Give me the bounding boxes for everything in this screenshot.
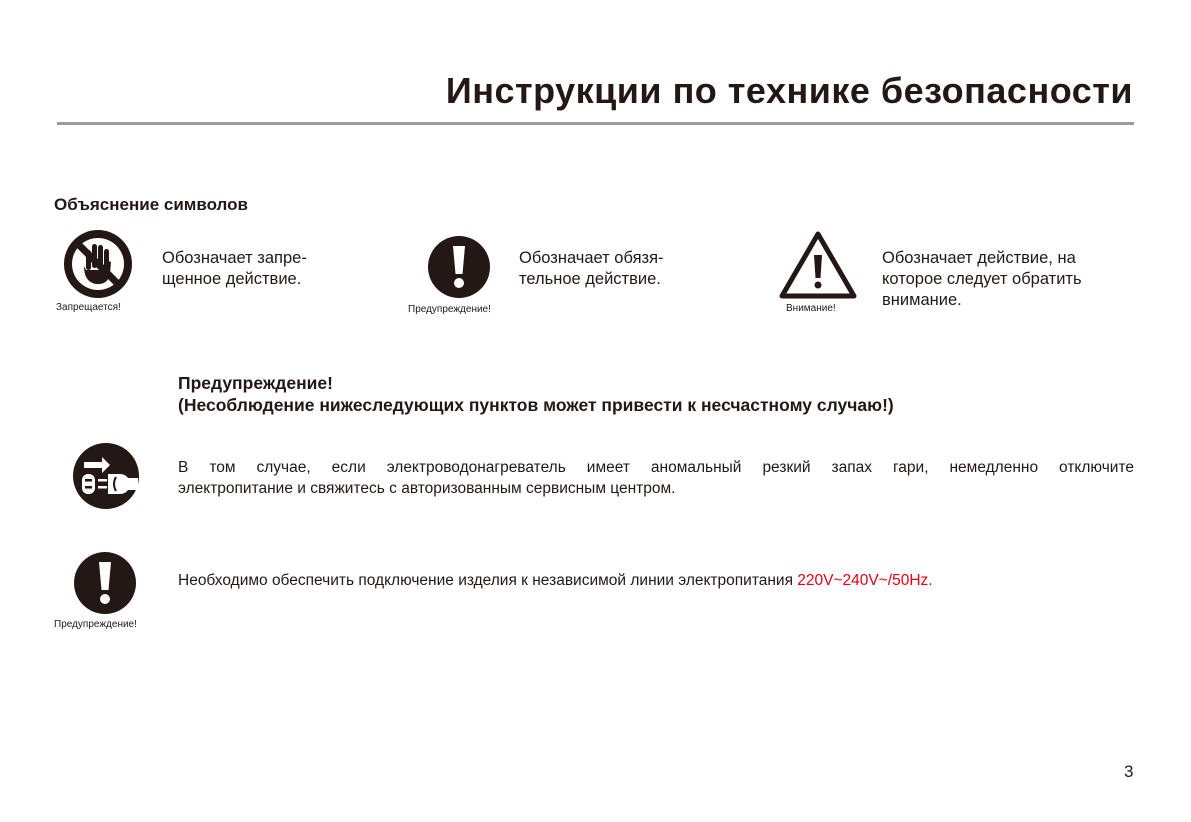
warning-title-line: Предупреждение! — [178, 373, 333, 393]
instruction-text: Необходимо обеспечить подключение изделия к независимой линии электропитания — [178, 572, 798, 589]
title-divider — [57, 122, 1134, 125]
instruction-caption-warning: Предупреждение! — [54, 619, 137, 630]
instruction-power-text — [178, 570, 933, 591]
exclamation-circle-icon — [428, 236, 490, 298]
warning-title-line: (Несоблюдение нижеследующих пунктов может привести к несчастному случаю!) — [178, 395, 894, 415]
symbol-description-prohibited — [162, 248, 307, 290]
exclamation-circle-icon — [74, 552, 136, 614]
symbol-description-line: щенное действие. — [162, 270, 302, 288]
symbol-description-line: которое следует обратить — [882, 270, 1082, 288]
symbol-caption-mandatory: Предупреждение! — [408, 304, 491, 315]
symbol-caption-prohibited: Запрещается! — [56, 302, 121, 313]
symbol-description-line: Обозначает запре- — [162, 249, 307, 267]
symbol-description-line: тельное действие. — [519, 270, 661, 288]
unplug-icon — [72, 442, 140, 510]
instruction-line: электропитание и свяжитесь с авторизованным сервисным центром. — [178, 480, 676, 497]
instruction-line: В том случае, если электроводонагреватель имеет аномальный резкий запах гари, немедленно отключите — [178, 459, 1134, 476]
prohibition-hand-icon — [64, 230, 132, 298]
voltage-highlight: 220V~240V~/50Hz. — [797, 572, 933, 589]
warning-triangle-icon — [779, 231, 857, 299]
symbol-description-line: Обозначает обязя- — [519, 249, 664, 267]
symbol-description-line: Обозначает действие, на — [882, 249, 1076, 267]
page-title: Инструкции по технике безопасности — [445, 70, 1133, 111]
instruction-unplug-text — [178, 457, 1134, 499]
symbol-description-mandatory — [519, 248, 664, 290]
page-number: 3 — [1124, 762, 1134, 781]
symbol-description-line: внимание. — [882, 291, 962, 309]
warning-block-title — [178, 372, 894, 416]
symbol-description-attention — [882, 248, 1082, 311]
symbols-heading: Объяснение символов — [54, 195, 248, 214]
symbol-caption-attention: Внимание! — [786, 303, 836, 314]
